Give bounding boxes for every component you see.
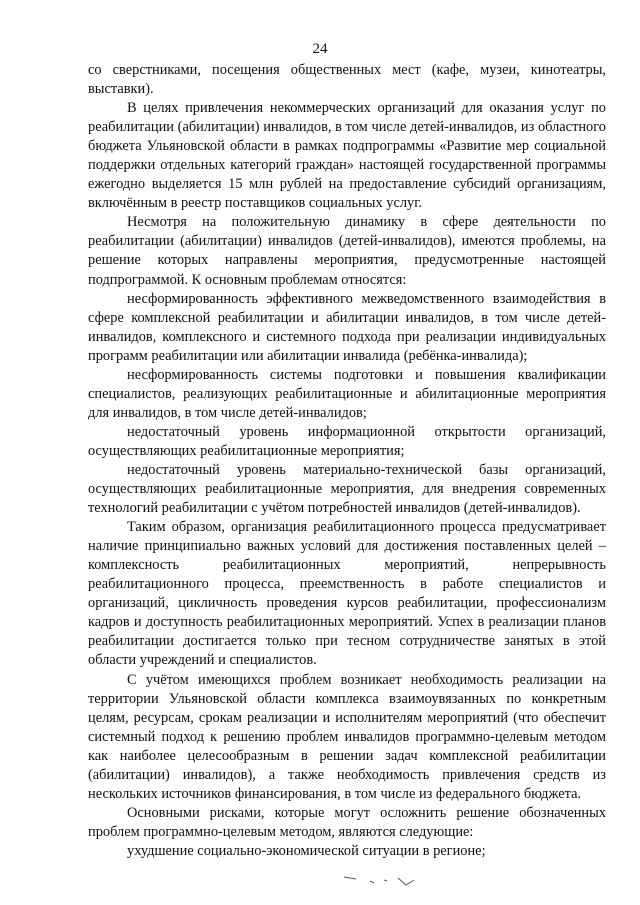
paragraph: Таким образом, организация реабилитационного процесса предусматривает наличие принципиально важных условий для достижения поставленных целей – комплексность реабилитационных мероприятий, непрерывность реабилитационного процесса, преемственность в работе специалистов и организаций, цикличность проведения курсов реабилитации, профессионализм кадров и доступность реабилитационных мероприятий. Успех в реализации планов реабилитации достигается только при тесном сотрудничестве занятых в этой области учреждений и специалистов.: [88, 519, 606, 669]
paragraph: недостаточный уровень материально-технической базы организаций, осуществляющих реабилитационные мероприятия, для внедрения современных технологий реабилитации с учётом потребностей инвалидов (детей-инвалидов).: [88, 461, 606, 517]
paragraph: ухудшение социально-экономической ситуации в регионе;: [127, 842, 486, 859]
paragraph: С учётом имеющихся проблем возникает необходимость реализации на территории Ульяновской области комплекса взаимоувязанных по конкретным целям, ресурсам, срокам реализации и исполнителям мероприятий (что обеспечит системный подход к решению проблем инвалидов программно-целевым методом как наиболее целесообразным в решении задач комплексной реабилитации (абилитации) инвалидов), а также необходимость привлечения средств из нескольких источников финансирования, в том числе из федерального бюджета.: [88, 671, 606, 802]
paragraph: недостаточный уровень информационной открытости организаций, осуществляющих реабилитационные мероприятия;: [88, 423, 606, 459]
pen-mark: [340, 868, 430, 890]
paragraph: несформированность системы подготовки и повышения квалификации специалистов, реализующих реабилитационные и абилитационные мероприятия для инвалидов, в том числе детей-инвалидов;: [88, 366, 606, 421]
paragraph: несформированность эффективного межведомственного взаимодействия в сфере комплексной реабилитации и абилитации инвалидов, в том числе детей-инвалидов, комплексного и системного подхода при реализации индивидуальных программ реабилитации или абилитации инвалида (ребёнка-инвалида);: [88, 290, 606, 364]
page-number: 24: [312, 41, 328, 57]
paragraph: Несмотря на положительную динамику в сфере деятельности по реабилитации (абилитации) инвалидов (детей-инвалидов), имеются проблемы, на решение которых направлены мероприятия, предусмотренные настоящей подпрограммой. К основным проблемам относятся:: [88, 214, 606, 288]
paragraph: Основными рисками, которые могут осложнить решение обозначенных проблем программно-целевым методом, являются следующие:: [88, 804, 606, 840]
paragraph: В целях привлечения некоммерческих организаций для оказания услуг по реабилитации (абилитации) инвалидов, в том числе детей-инвалидов, из областного бюджета Ульяновской области в рамках подпрограммы «Развитие мер социальной поддержки отдельных категорий граждан» настоящей государственной программы ежегодно выделяется 15 млн рублей на предоставление субсидий организациям, включённым в реестр поставщиков социальных услуг.: [88, 100, 606, 212]
body-text: [88, 61, 606, 861]
paragraph: со сверстниками, посещения общественных мест (кафе, музеи, кинотеатры, выставки).: [88, 62, 606, 98]
